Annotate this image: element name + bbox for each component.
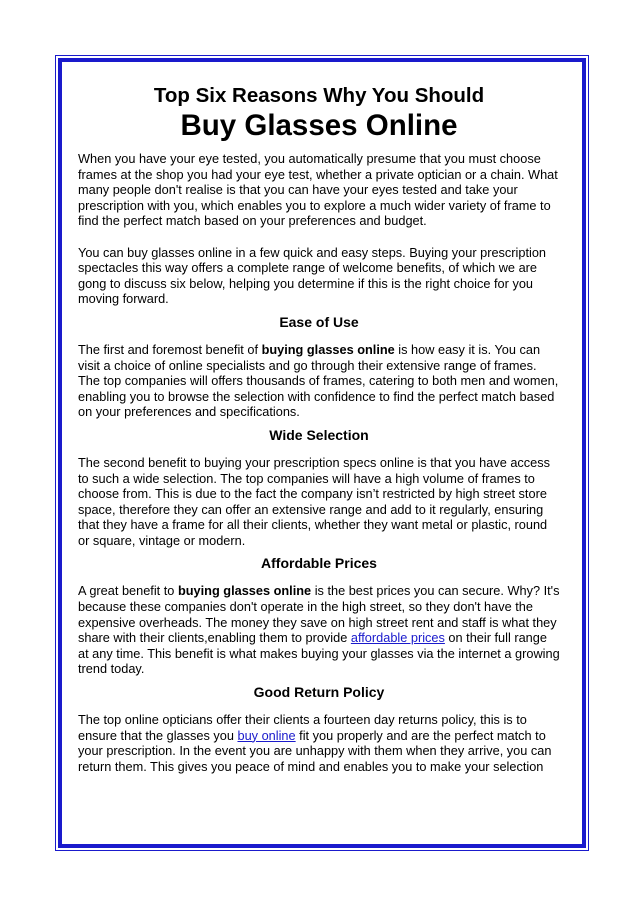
bold-keyword: buying glasses online (177, 583, 312, 599)
intro-paragraph-2: You can buy glasses online in a few quick and easy steps. Buying your prescription spectacles this way offers a complete range of welcome benefits, of which we are gong to discuss six below, helping you determine if this is the right choice for you moving forward. (78, 244, 547, 307)
heading-good-return-policy: Good Return Policy (253, 684, 385, 701)
affordable-prices-link[interactable]: affordable prices (350, 630, 445, 646)
text-span: The top online opticians offer their clients a fourteen day returns policy, this is to ensure that the glasses you (78, 712, 527, 743)
heading-ease-of-use: Ease of Use (279, 313, 359, 330)
document-body (78, 84, 560, 774)
text-span: on their full range at any time. This benefit is what makes buying your glasses via the internet a growing trend today. (78, 630, 560, 677)
text-span: is how easy it is. You can visit a choice of online specialists and go through their extensive range of frames. The top companies will offers thousands of frames, catering to both men and women, enabling you to browse the selection with confidence to find the perfect match based on your preferences and specifications. (78, 341, 559, 420)
text-span: The first and foremost benefit of (78, 341, 262, 357)
affordable-prices-paragraph (78, 583, 560, 677)
buy-online-link[interactable]: buy online (237, 727, 296, 743)
ease-of-use-paragraph (78, 342, 560, 420)
wide-selection-paragraph: The second benefit to buying your prescription specs online is that you have access to such a wide selection. The top companies will have a high volume of frames to choose from. This is due to the fact the company isn’t restricted by high street store space, therefore they can offer an extensive range and add to it regularly, ensuring that they have a frame for all their clients, whether they want metal or plastic, round or square, vintage or modern. (78, 454, 551, 548)
title-line-2: Buy Glasses Online (180, 109, 458, 142)
heading-wide-selection: Wide Selection (269, 426, 369, 443)
text-span: is the best prices you can secure. Why? It's because these companies don't operate in the high street, so they don't have the expensive overheads. The money they save on high street rent and staff is what they share with their clients,enabling them to provide (78, 583, 560, 646)
title-line-1: Top Six Reasons Why You Should (153, 84, 485, 107)
intro-paragraph-1: When you have your eye tested, you automatically presume that you must choose frames at the shop you had your eye test, whether a private optician or a chain. What many people don't realise is that you can have your eyes tested and take your prescription with you, which enables you to explore a much wider variety of frame to find the perfect match based on your preferences and budget. (78, 151, 558, 229)
return-policy-paragraph (78, 712, 560, 774)
text-span: A great benefit to (78, 583, 178, 599)
bold-keyword: buying glasses online (261, 341, 395, 357)
text-span: fit you properly and are the perfect match to your prescription. In the event you are unhappy with them when they arrive, you can return them. This gives you peace of mind and enables you to make your selection (78, 727, 552, 774)
heading-affordable-prices: Affordable Prices (261, 555, 377, 572)
